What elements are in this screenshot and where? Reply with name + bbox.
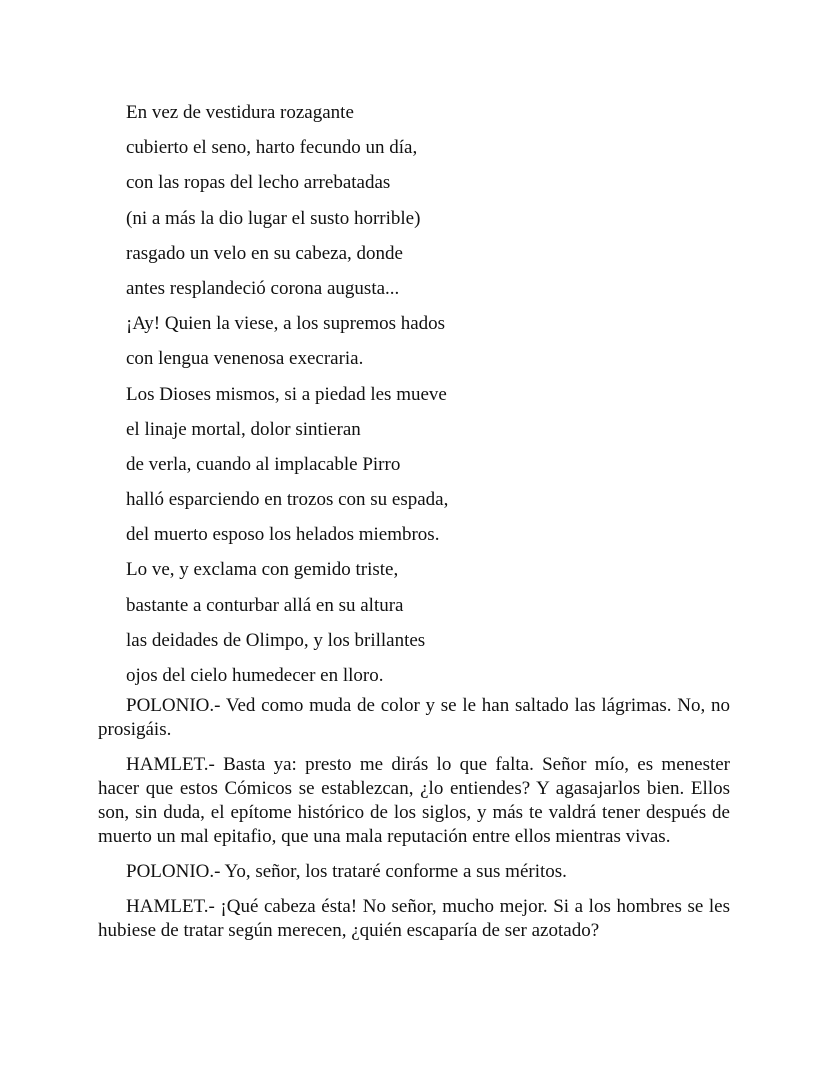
verse-line: halló esparciendo en trozos con su espada, (126, 489, 449, 511)
verse-line: Los Dioses mismos, si a piedad les mueve (126, 383, 447, 405)
verse-line: el linaje mortal, dolor sintieran (126, 418, 361, 440)
verse-line: cubierto el seno, harto fecundo un día, (126, 137, 418, 159)
dialogue-paragraph-polonio: POLONIO.- Ved como muda de color y se le han saltado las lágrimas. No, no prosigáis. (98, 695, 730, 740)
verse-line: ojos del cielo humedecer en lloro. (126, 665, 384, 686)
verse-line: bastante a conturbar allá en su altura (126, 594, 404, 616)
verse-line: con lengua venenosa execraria. (126, 348, 364, 370)
verse-line: (ni a más la dio lugar el susto horrible) (126, 207, 421, 229)
verse-line: rasgado un velo en su cabeza, donde (126, 242, 403, 264)
verse-passage (126, 95, 726, 693)
verse-line: antes resplandeció corona augusta... (126, 277, 400, 299)
verse-line: las deidades de Olimpo, y los brillantes (126, 629, 426, 651)
verse-line: de verla, cuando al implacable Pirro (126, 453, 401, 475)
dialogue-paragraph-hamlet: HAMLET.- Basta ya: presto me dirás lo que falta. Señor mío, es menester hacer que estos Cómicos se establezcan, ¿lo entiendes? Y agasajarlos bien. Ellos son, sin duda, el epítome histórico de los siglos, y más te valdrá tener después de muerto un mal epitafio, que una mala reputación entre ellos mientras vivas. (98, 754, 730, 847)
verse-line: Lo ve, y exclama con gemido triste, (126, 559, 399, 581)
verse-line: En vez de vestidura rozagante (126, 102, 354, 123)
verse-line: con las ropas del lecho arrebatadas (126, 172, 391, 194)
dialogue-paragraph-polonio: POLONIO.- Yo, señor, los trataré conforme a sus méritos. (126, 861, 567, 882)
dialogue-section (98, 694, 730, 954)
verse-line: del muerto esposo los helados miembros. (126, 524, 440, 546)
dialogue-paragraph-hamlet: HAMLET.- ¡Qué cabeza ésta! No señor, mucho mejor. Si a los hombres se les hubiese de tratar según merecen, ¿quién escaparía de ser azotado? (98, 896, 730, 941)
verse-line: ¡Ay! Quien la viese, a los supremos hados (126, 313, 446, 335)
